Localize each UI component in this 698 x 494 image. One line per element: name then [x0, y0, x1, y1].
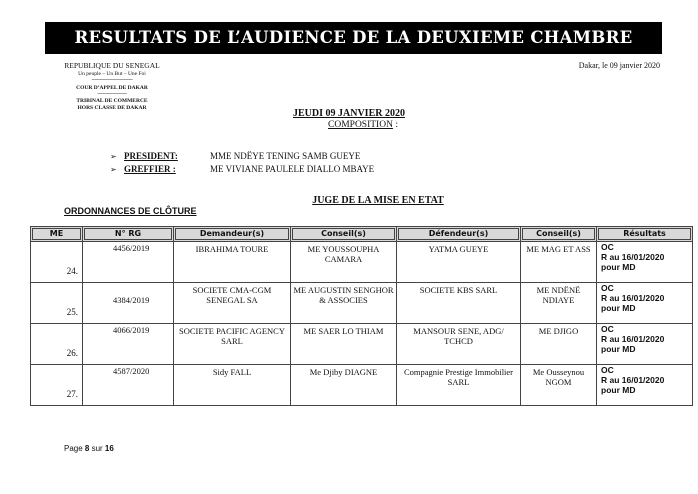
column-header: Résultats — [597, 227, 693, 242]
session-day — [0, 101, 698, 120]
conseil-defendeur: ME NDËNË NDIAYE — [521, 283, 597, 324]
member-president — [110, 150, 374, 163]
column-header: N° RG — [83, 227, 174, 242]
member-name: MME NDËYE TENING SAMB GUEYE — [210, 151, 361, 161]
conseil-defendeur: ME DJIGO — [521, 324, 597, 365]
demandeur: SOCIETE CMA-CGM SENEGAL SA — [174, 283, 291, 324]
tribunal-line-2: HORS CLASSE DE DAKAR — [77, 105, 147, 111]
results-table — [30, 226, 693, 406]
member-role: GREFFIER : — [124, 164, 176, 174]
table-row — [31, 283, 693, 324]
header-separator-2: ------------------------- — [97, 92, 127, 97]
conseil-defendeur: ME MAG ET ASS — [521, 242, 597, 283]
current-page: 8 — [84, 444, 90, 453]
table-row — [31, 365, 693, 406]
column-header: Demandeur(s) — [174, 227, 291, 242]
court-members — [110, 150, 374, 176]
result: OC R au 16/01/2020 pour MD — [597, 283, 693, 324]
republic-label: REPUBLIQUE DU SENEGAL — [64, 61, 160, 70]
table-header-row — [31, 227, 693, 242]
member-role: PRESIDENT: — [124, 151, 178, 161]
result: OC R au 16/01/2020 pour MD — [597, 365, 693, 406]
rg-number: 4066/2019 — [83, 324, 174, 365]
composition-label: COMPOSITION — [328, 120, 393, 130]
conseil-demandeur: ME YOUSSOUPHA CAMARA — [291, 242, 397, 283]
document-date: Dakar, le 09 janvier 2020 — [578, 61, 660, 70]
composition-heading — [0, 120, 698, 130]
conseil-demandeur: ME AUGUSTIN SENGHOR & ASSOCIES — [291, 283, 397, 324]
rg-number: 4384/2019 — [83, 283, 174, 324]
row-number: 26. — [31, 324, 83, 365]
court-label: COUR D’APPEL DE DAKAR — [76, 85, 148, 91]
column-header: Défendeur(s) — [397, 227, 521, 242]
conseil-demandeur: ME SAER LO THIAM — [291, 324, 397, 365]
section-title: JUGE DE LA MISE EN ETAT — [312, 195, 444, 206]
footer-middle: sur — [89, 444, 105, 453]
defendeur: MANSOUR SENE, ADG/ TCHCD — [397, 324, 521, 365]
tribunal-line-1: TRIBINAL DE COMMERCE — [76, 98, 148, 104]
conseil-demandeur: Me Djiby DIAGNE — [291, 365, 397, 406]
column-header: Conseil(s) — [291, 227, 397, 242]
header-separator: ----------------------------------- — [91, 78, 133, 83]
table-row — [31, 242, 693, 283]
subsection-title: ORDONNANCES DE CLÔTURE — [64, 206, 197, 216]
rg-number: 4456/2019 — [83, 242, 174, 283]
member-greffier — [110, 163, 374, 176]
member-name: ME VIVIANE PAULELE DIALLO MBAYE — [210, 164, 375, 174]
composition-colon: : — [392, 120, 398, 130]
row-number: 25. — [31, 283, 83, 324]
total-pages: 16 — [104, 444, 114, 453]
column-header: ME — [31, 227, 83, 242]
column-header: Conseil(s) — [521, 227, 597, 242]
result: OC R au 16/01/2020 pour MD — [597, 242, 693, 283]
table-row — [31, 324, 693, 365]
defendeur: YATMA GUEYE — [397, 242, 521, 283]
arrow-bullet-icon: ➢ — [110, 165, 117, 174]
demandeur: Sidy FALL — [174, 365, 291, 406]
defendeur: Compagnie Prestige Immobilier SARL — [397, 365, 521, 406]
session-day-label: JEUDI 09 JANVIER 2020 — [293, 108, 405, 119]
row-number: 24. — [31, 242, 83, 283]
defendeur: SOCIETE KBS SARL — [397, 283, 521, 324]
demandeur: SOCIETE PACIFIC AGENCY SARL — [174, 324, 291, 365]
footer-prefix: Page — [64, 444, 85, 453]
demandeur: IBRAHIMA TOURE — [174, 242, 291, 283]
result: OC R au 16/01/2020 pour MD — [597, 324, 693, 365]
motto-label: Un peuple – Un But – Une Foi — [78, 71, 146, 77]
page-footer — [64, 444, 114, 453]
rg-number: 4587/2020 — [83, 365, 174, 406]
page-banner: RESULTATS DE L’AUDIENCE DE LA DEUXIEME CHAMBRE — [45, 22, 662, 54]
arrow-bullet-icon: ➢ — [110, 152, 117, 161]
row-number: 27. — [31, 365, 83, 406]
conseil-defendeur: Me Ousseynou NGOM — [521, 365, 597, 406]
